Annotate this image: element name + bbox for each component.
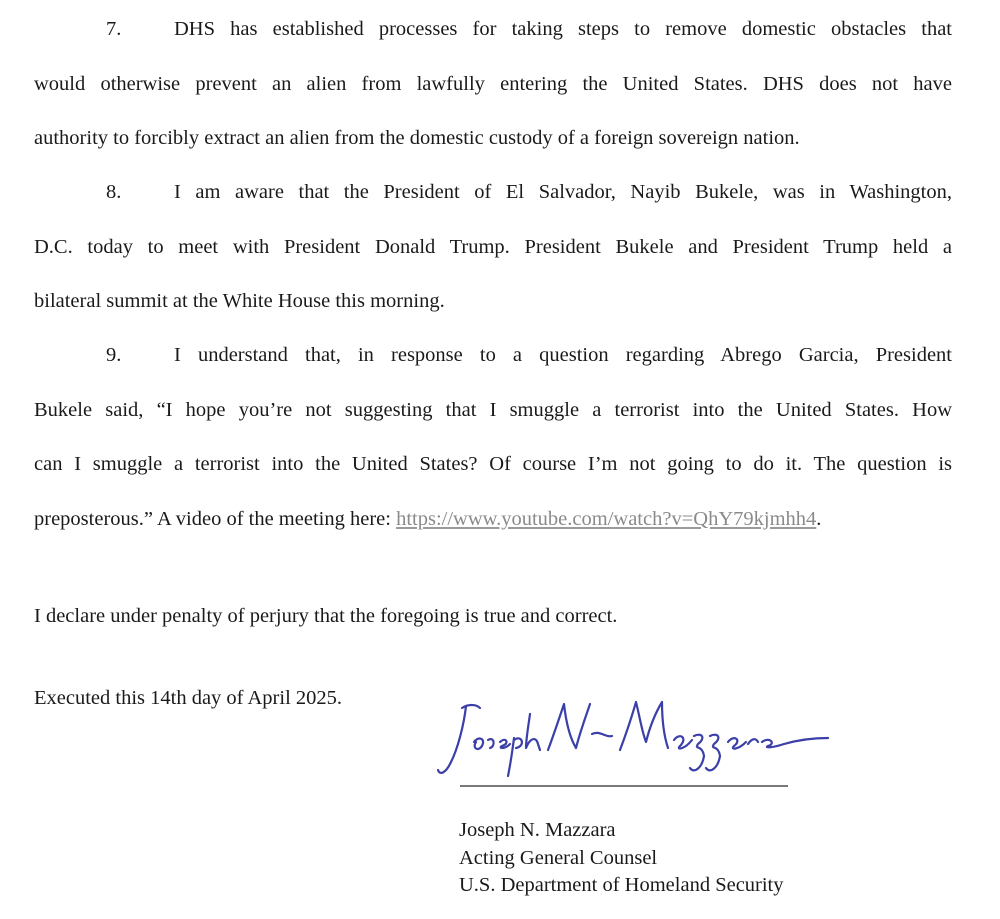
paragraph-text-line: can I smuggle a terrorist into the United States? Of course I’m not going to do it. The question is [34,453,952,475]
link-prefix-text: preposterous.” A video of the meeting here: [34,507,397,530]
paragraph-text-line-last [34,492,952,547]
paragraph-text-line: I am aware that the President of El Salvador, Nayib Bukele, was in Washington, [174,181,952,203]
signer-organization: U.S. Department of Homeland Security [459,874,784,896]
paragraph-number: 9. [106,344,122,366]
signer-title: Acting General Counsel [459,846,658,869]
executed-date-line: Executed this 14th day of April 2025. [34,687,343,709]
paragraph-text-line: bilateral summit at the White House this morning. [34,290,445,312]
paragraph-text-line: Bukele said, “I hope you’re not suggesting that I smuggle a terrorist into the United States. How [34,398,952,421]
paragraph-7 [34,2,952,166]
paragraph-text-line: I understand that, in response to a question regarding Abrego Garcia, President [174,344,952,366]
paragraph-number: 8. [106,181,122,203]
paragraph-number: 7. [106,18,122,40]
paragraph-text-line: would otherwise prevent an alien from lawfully entering the United States. DHS does not have [34,72,952,95]
paragraph-text-line: authority to forcibly extract an alien from the domestic custody of a foreign sovereign nation. [34,127,800,149]
youtube-video-link[interactable]: https://www.youtube.com/watch?v=QhY79kjmhh4 [396,507,817,530]
paragraph-8 [34,165,952,329]
signer-name: Joseph N. Mazzara [459,819,616,841]
link-suffix-text: . [816,507,822,530]
paragraph-text-line: D.C. today to meet with President Donald Trump. President Bukele and President Trump held a [34,235,952,258]
declaration-statement: I declare under penalty of perjury that the foregoing is true and correct. [34,605,618,627]
signature-block [459,817,784,900]
handwritten-signature [436,694,836,794]
paragraph-text-line: DHS has established processes for taking steps to remove domestic obstacles that [174,18,952,40]
paragraph-9 [34,328,952,546]
